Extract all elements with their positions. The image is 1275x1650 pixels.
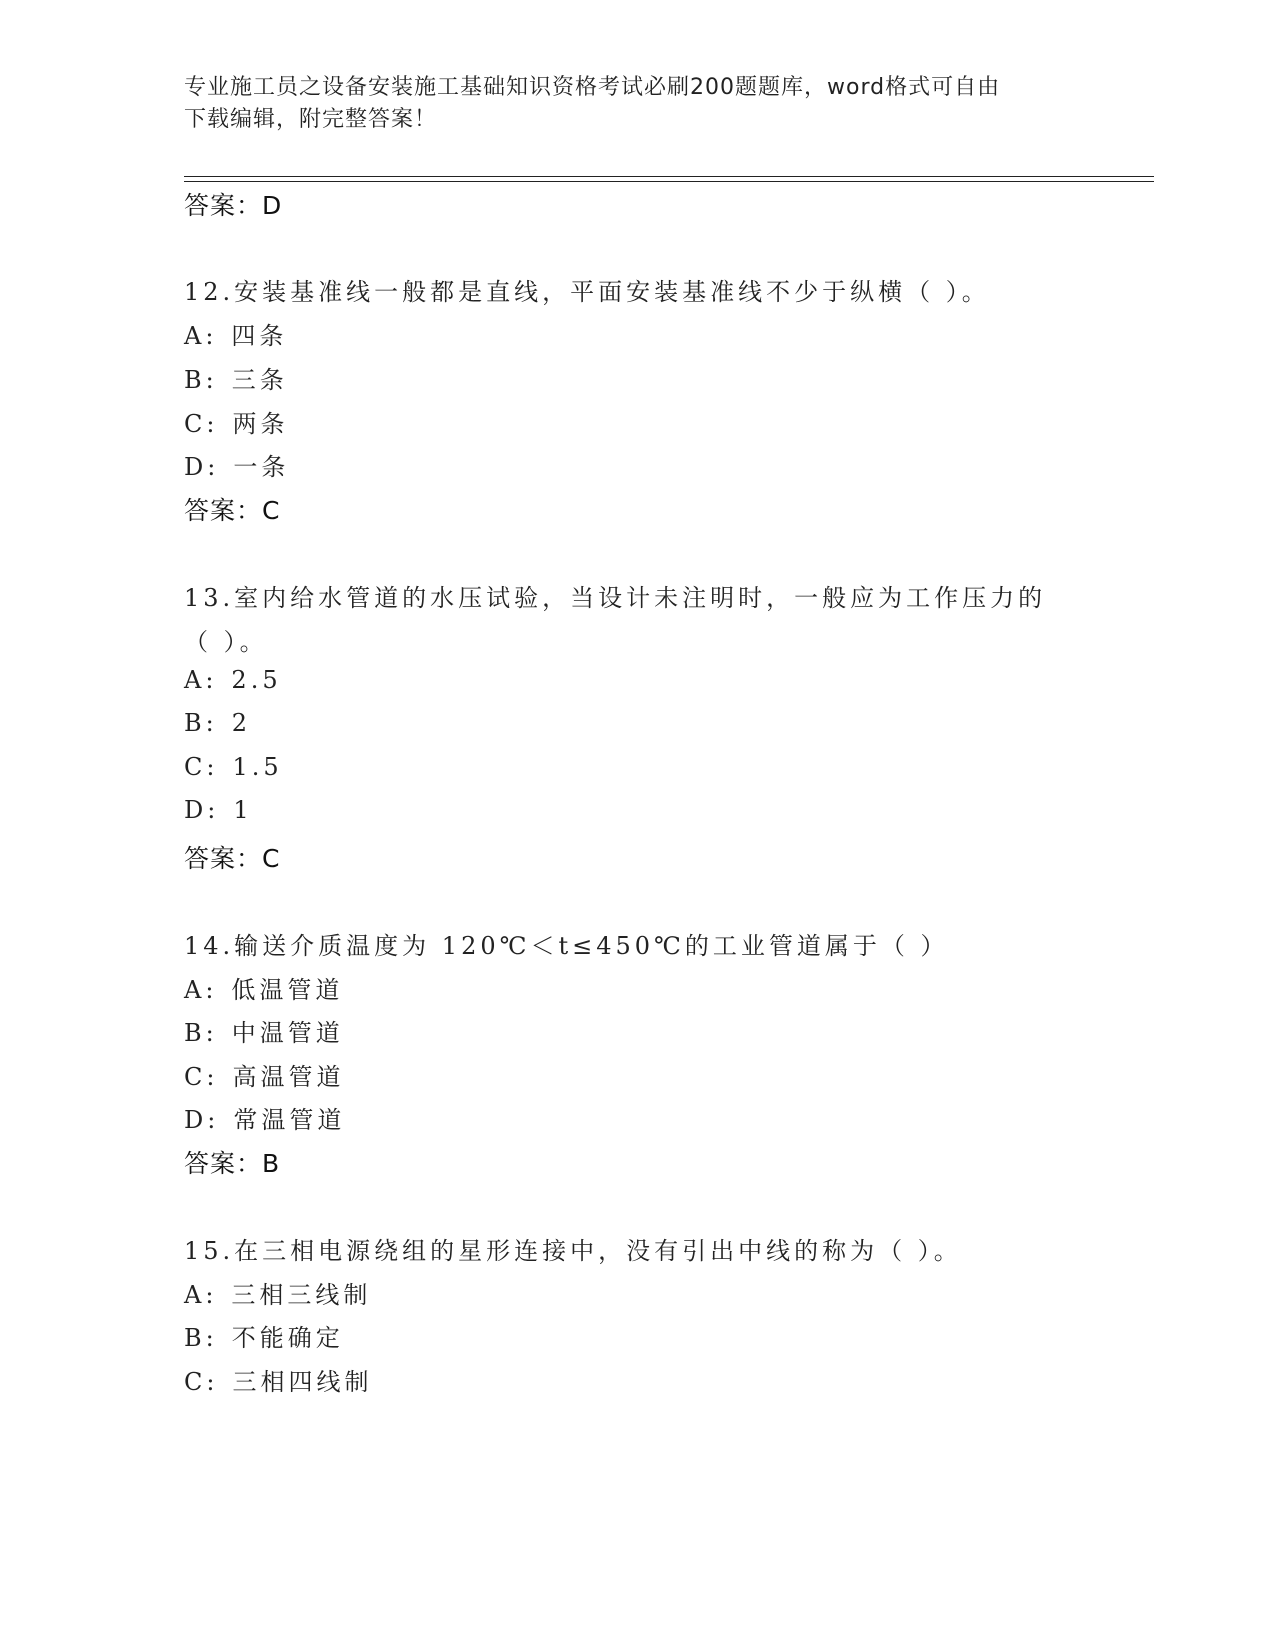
question-13-stem-cont: （ ）。 — [184, 628, 268, 656]
option-letter: A: — [184, 322, 218, 350]
option-text: 高温管道 — [232, 1063, 345, 1091]
question-14-option-b — [184, 1013, 344, 1048]
option-text: 四条 — [231, 322, 288, 350]
question-12-stem: 12.安装基准线一般都是直线，平面安装基准线不少于纵横（ ）。 — [184, 278, 990, 306]
option-text: 三条 — [231, 366, 288, 394]
option-text: 1.5 — [232, 753, 283, 781]
question-14-option-a — [184, 970, 343, 1005]
question-13-option-b — [184, 709, 251, 737]
question-13-option-a — [184, 666, 282, 694]
question-13-stem: 13.室内给水管道的水压试验，当设计未注明时，一般应为工作压力的 — [184, 584, 1047, 612]
option-letter: B: — [184, 1324, 218, 1352]
option-text: 1 — [233, 796, 253, 824]
prev-answer: 答案：D — [184, 191, 283, 220]
header-line-1: 专业施工员之设备安装施工基础知识资格考试必刷200题题库，word格式可自由 — [184, 75, 1001, 100]
question-13-option-d — [184, 796, 253, 824]
option-text: 低温管道 — [231, 976, 344, 1004]
question-14-option-c — [184, 1057, 344, 1092]
option-text: 中温管道 — [231, 1019, 344, 1047]
question-15-option-a — [184, 1275, 371, 1310]
question-12-option-c — [184, 404, 288, 439]
option-letter: D: — [184, 453, 220, 481]
option-text: 两条 — [232, 410, 289, 438]
header-rule-bottom — [184, 181, 1154, 182]
option-letter: A: — [184, 666, 218, 694]
option-letter: B: — [184, 709, 218, 737]
document-header — [184, 72, 1064, 136]
question-15-stem: 15.在三相电源绕组的星形连接中，没有引出中线的称为（ ）。 — [184, 1237, 962, 1265]
option-letter: C: — [184, 410, 219, 438]
option-text: 2 — [231, 709, 252, 737]
question-14-option-d — [184, 1100, 345, 1135]
option-letter: B: — [184, 1019, 218, 1047]
question-14-answer: 答案：B — [184, 1149, 281, 1178]
question-14-stem: 14.输送介质温度为 120℃＜t≤450℃的工业管道属于（ ） — [184, 932, 949, 960]
question-13-answer: 答案：C — [184, 844, 281, 873]
option-letter: A: — [184, 1281, 218, 1309]
option-letter: B: — [184, 366, 218, 394]
question-12-answer: 答案：C — [184, 496, 281, 525]
option-letter: C: — [184, 1368, 219, 1396]
option-letter: C: — [184, 1063, 219, 1091]
option-text: 三相四线制 — [232, 1368, 373, 1396]
option-letter: A: — [184, 976, 218, 1004]
question-12-option-d — [184, 447, 289, 482]
option-letter: D: — [184, 1106, 220, 1134]
question-15-option-b — [184, 1318, 344, 1353]
question-13-option-c — [184, 753, 283, 781]
option-text: 一条 — [233, 453, 290, 481]
option-letter: C: — [184, 753, 219, 781]
header-rule-top — [184, 176, 1154, 177]
question-12-option-a — [184, 316, 287, 351]
question-15-option-c — [184, 1362, 372, 1397]
option-text: 三相三线制 — [231, 1281, 372, 1309]
header-line-2: 下载编辑，附完整答案！ — [184, 107, 438, 132]
question-12-option-b — [184, 360, 288, 395]
option-text: 常温管道 — [233, 1106, 346, 1134]
option-letter: D: — [184, 796, 220, 824]
option-text: 不能确定 — [231, 1324, 344, 1352]
option-text: 2.5 — [231, 666, 282, 694]
